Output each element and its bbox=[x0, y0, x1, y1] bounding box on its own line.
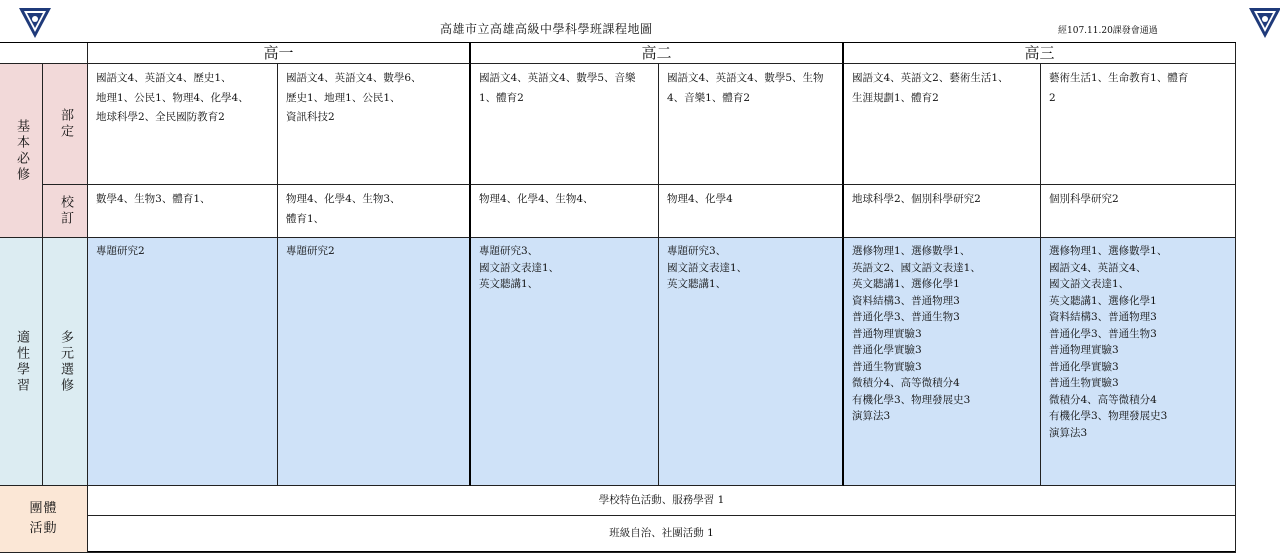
bu-ding-cell-2 bbox=[278, 64, 471, 185]
bu-ding-cell-6 bbox=[1041, 64, 1236, 185]
course-line: 國文語文表達1、 bbox=[1049, 278, 1130, 290]
course-line: 普通化學3、普通生物3 bbox=[1049, 327, 1157, 340]
row-label-xiao-ding: 校訂 bbox=[43, 185, 88, 238]
multi-cell-1 bbox=[88, 238, 278, 486]
course-line: 資料結構3、普通物理3 bbox=[852, 294, 960, 307]
course-line: 專題研究3、 bbox=[667, 245, 727, 257]
course-line: 英文聽講1、 bbox=[667, 278, 727, 290]
bu-ding-cell-5 bbox=[844, 64, 1041, 185]
multi-cell-4 bbox=[659, 238, 844, 486]
table-corner bbox=[0, 43, 88, 64]
course-line: 國語文4、英語文4、 bbox=[1049, 261, 1147, 274]
course-line: 國文語文表達1、 bbox=[667, 261, 748, 274]
course-line: 專題研究2 bbox=[286, 245, 335, 257]
year-header-1: 高一 bbox=[88, 43, 471, 64]
bu-ding-cell-1 bbox=[88, 64, 278, 185]
course-line: 英語文2、國文語文表達1、 bbox=[852, 261, 981, 274]
xiao-ding-cell-4 bbox=[659, 185, 844, 238]
course-line: 個別科學研究2 bbox=[1049, 193, 1119, 205]
row-label-elective: 適性學習 bbox=[0, 238, 43, 486]
approval-note: 經107.11.20課發會通過 bbox=[1058, 26, 1158, 36]
course-line: 選修物理1、選修數學1、 bbox=[1049, 245, 1168, 257]
row-label-bu-ding: 部定 bbox=[43, 64, 88, 185]
course-line: 地球科學2、全民國防教育2 bbox=[96, 111, 225, 123]
course-line: 有機化學3、物理發展史3 bbox=[852, 393, 971, 406]
course-line: 英文聽講1、選修化學1 bbox=[852, 278, 960, 290]
group-activity-row-2: 班級自治、社團活動 1 bbox=[88, 516, 1236, 553]
course-line: 歷史1、地理1、公民1、 bbox=[286, 91, 401, 104]
course-line: 微積分4、高等微積分4 bbox=[1049, 393, 1157, 406]
course-line: 英文聽講1、選修化學1 bbox=[1049, 294, 1157, 307]
year-header-3: 高三 bbox=[844, 43, 1236, 64]
course-line: 普通生物實驗3 bbox=[1049, 377, 1119, 389]
course-line: 物理4、化學4、生物4、 bbox=[479, 193, 594, 205]
multi-cell-6 bbox=[1041, 238, 1236, 486]
course-line: 專題研究3、 bbox=[479, 245, 539, 257]
course-line: 國語文4、英語文4、歷史1、 bbox=[96, 72, 232, 84]
course-line: 4、音樂1、體育2 bbox=[667, 91, 751, 104]
course-line: 國文語文表達1、 bbox=[479, 261, 560, 274]
course-line: 普通物理實驗3 bbox=[1049, 344, 1119, 356]
course-line: 資訊科技2 bbox=[286, 111, 335, 123]
course-line: 2 bbox=[1049, 91, 1056, 104]
xiao-ding-cell-6 bbox=[1041, 185, 1236, 238]
course-line: 普通化學3、普通生物3 bbox=[852, 311, 960, 323]
course-line: 普通化學實驗3 bbox=[1049, 360, 1119, 373]
course-line: 體育1、 bbox=[286, 212, 325, 225]
course-line: 1、體育2 bbox=[479, 91, 524, 104]
page-title: 高雄市立高雄高級中學科學班課程地圖 bbox=[440, 22, 653, 36]
curriculum-table bbox=[0, 42, 1236, 552]
course-line: 藝術生活1、生命教育1、體育 bbox=[1049, 72, 1189, 84]
multi-cell-3 bbox=[471, 238, 659, 486]
course-line: 物理4、化學4、生物3、 bbox=[286, 193, 401, 205]
course-line: 國語文4、英語文4、數學6、 bbox=[286, 72, 422, 84]
xiao-ding-cell-2 bbox=[278, 185, 471, 238]
multi-cell-2 bbox=[278, 238, 471, 486]
xiao-ding-cell-3 bbox=[471, 185, 659, 238]
course-line: 物理4、化學4 bbox=[667, 193, 733, 205]
row-label-basic: 基本必修 bbox=[0, 64, 43, 238]
school-emblem-icon bbox=[18, 6, 52, 40]
course-line: 專題研究2 bbox=[96, 245, 145, 257]
bu-ding-cell-4 bbox=[659, 64, 844, 185]
year-header-2: 高二 bbox=[471, 43, 844, 64]
row-label-group: 團體 活動 bbox=[0, 486, 88, 553]
course-line: 國語文4、英語文4、數學5、生物 bbox=[667, 72, 824, 84]
course-line: 國語文4、英語文4、數學5、音樂 bbox=[479, 72, 636, 84]
course-line: 國語文4、英語文2、藝術生活1、 bbox=[852, 72, 1009, 84]
course-line: 微積分4、高等微積分4 bbox=[852, 377, 960, 389]
school-emblem-icon bbox=[1248, 6, 1280, 40]
course-line: 選修物理1、選修數學1、 bbox=[852, 245, 971, 257]
course-line: 有機化學3、物理發展史3 bbox=[1049, 410, 1168, 422]
course-line: 英文聽講1、 bbox=[479, 278, 539, 290]
course-line: 地理1、公民1、物理4、化學4、 bbox=[96, 91, 249, 104]
multi-cell-5 bbox=[844, 238, 1041, 486]
course-line: 地球科學2、個別科學研究2 bbox=[852, 193, 981, 205]
course-line: 演算法3 bbox=[852, 410, 891, 422]
xiao-ding-cell-1 bbox=[88, 185, 278, 238]
course-line: 資料結構3、普通物理3 bbox=[1049, 311, 1157, 323]
course-line: 數學4、生物3、體育1、 bbox=[96, 193, 211, 205]
course-line: 演算法3 bbox=[1049, 426, 1088, 439]
course-line: 普通生物實驗3 bbox=[852, 360, 922, 373]
group-activity-row-1: 學校特色活動、服務學習 1 bbox=[88, 486, 1236, 516]
xiao-ding-cell-5 bbox=[844, 185, 1041, 238]
row-label-multi: 多元選修 bbox=[43, 238, 88, 486]
bu-ding-cell-3 bbox=[471, 64, 659, 185]
course-line: 生涯規劃1、體育2 bbox=[852, 91, 939, 104]
course-line: 普通化學實驗3 bbox=[852, 344, 922, 356]
course-line: 普通物理實驗3 bbox=[852, 327, 922, 340]
